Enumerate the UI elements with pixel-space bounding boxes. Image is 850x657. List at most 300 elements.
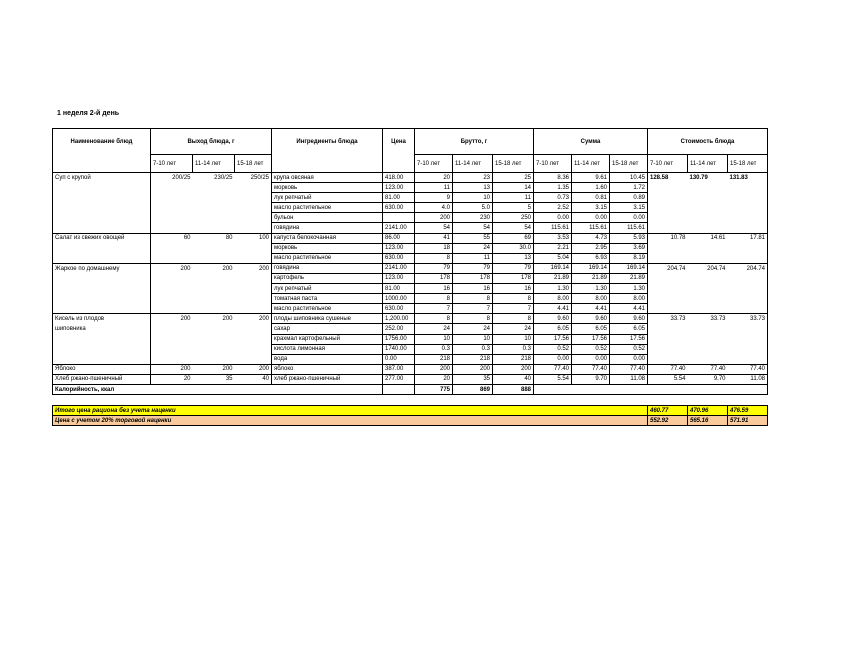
cost-7-10 (648, 354, 688, 364)
gross-7-10: 24 (415, 324, 453, 334)
sum-15-18: 0.00 (610, 354, 648, 364)
ingredient-name: масло растительное (272, 203, 383, 213)
output-15-18 (235, 203, 272, 213)
gross-11-14: 11 (453, 253, 493, 263)
output-7-10: 200/25 (151, 173, 193, 183)
table-row (53, 374, 768, 384)
sum-11-14: 3.15 (572, 203, 610, 213)
cost-15-18 (728, 344, 768, 354)
table-row (53, 253, 768, 263)
cost-11-14: 14.61 (688, 233, 728, 243)
gross-15-18: 0.3 (493, 344, 534, 354)
output-15-18 (235, 193, 272, 203)
dish-name: Суп с крупой (53, 173, 151, 183)
output-11-14: 230/25 (193, 173, 235, 183)
sum-11-14: 8.00 (572, 294, 610, 304)
cost-11-14: 130.79 (688, 173, 728, 183)
output-15-18 (235, 324, 272, 334)
sum-11-14: 0.81 (572, 193, 610, 203)
cost-11-14 (688, 273, 728, 283)
table-row (53, 314, 768, 324)
age-15-18: 15-18 лет (235, 155, 272, 173)
ingredient-name: лук репчатый (272, 284, 383, 294)
cost-15-18 (728, 324, 768, 334)
table-row (53, 344, 768, 354)
output-7-10: 200 (151, 364, 193, 374)
sum-7-10: 9.60 (534, 314, 572, 324)
age-15-18: 15-18 лет (728, 155, 768, 173)
ingredient-name: сахар (272, 324, 383, 334)
total-with-markup-value: 552.92 (648, 416, 688, 426)
sum-15-18: 8.19 (610, 253, 648, 263)
cost-11-14 (688, 193, 728, 203)
ingredient-name: масло растительное (272, 253, 383, 263)
gross-11-14: 218 (453, 354, 493, 364)
gross-11-14: 0.3 (453, 344, 493, 354)
age-7-10: 7-10 лет (415, 155, 453, 173)
gross-11-14: 16 (453, 284, 493, 294)
cost-15-18 (728, 354, 768, 364)
sum-15-18: 0.52 (610, 344, 648, 354)
dish-name (53, 253, 151, 263)
cost-11-14 (688, 223, 728, 233)
cost-11-14 (688, 213, 728, 223)
ingredient-price: 123.00 (383, 183, 415, 193)
ingredient-price: 277.00 (383, 374, 415, 384)
sum-11-14: 6.93 (572, 253, 610, 263)
ingredient-price: 630.00 (383, 253, 415, 263)
dish-name (53, 193, 151, 203)
ration-table (52, 128, 768, 426)
ingredient-price: 630.00 (383, 304, 415, 314)
output-7-10 (151, 223, 193, 233)
cost-11-14 (688, 324, 728, 334)
output-11-14 (193, 304, 235, 314)
gross-7-10: 200 (415, 364, 453, 374)
cost-7-10: 128.58 (648, 173, 688, 183)
cost-7-10 (648, 193, 688, 203)
ingredient-price: 81.00 (383, 284, 415, 294)
total-without-markup-value: 476.59 (728, 406, 768, 416)
header-output: Выход блюда, г (151, 129, 272, 155)
table-row (53, 223, 768, 233)
output-15-18 (235, 223, 272, 233)
cost-11-14: 77.40 (688, 364, 728, 374)
calories-11-14: 869 (453, 384, 493, 394)
output-15-18: 250/25 (235, 173, 272, 183)
output-15-18 (235, 243, 272, 253)
output-11-14 (193, 223, 235, 233)
gross-7-10: 7 (415, 304, 453, 314)
cost-15-18 (728, 284, 768, 294)
gross-11-14: 10 (453, 193, 493, 203)
output-11-14 (193, 354, 235, 364)
cost-7-10 (648, 253, 688, 263)
cost-15-18 (728, 183, 768, 193)
ingredient-price: 1,200.00 (383, 314, 415, 324)
sum-15-18: 77.40 (610, 364, 648, 374)
gross-7-10: 8 (415, 294, 453, 304)
age-7-10: 7-10 лет (151, 155, 193, 173)
gross-7-10: 4.0 (415, 203, 453, 213)
sum-11-14: 0.52 (572, 344, 610, 354)
cost-7-10: 33.73 (648, 314, 688, 324)
output-11-14 (193, 324, 235, 334)
dish-name (53, 203, 151, 213)
sum-7-10: 0.52 (534, 344, 572, 354)
header-sum: Сумма (534, 129, 648, 155)
sum-11-14: 2.95 (572, 243, 610, 253)
output-7-10 (151, 294, 193, 304)
ingredient-name: капуста белокочанная (272, 233, 383, 243)
gross-15-18: 8 (493, 314, 534, 324)
table-row (53, 324, 768, 334)
cost-15-18: 17.81 (728, 233, 768, 243)
cost-7-10 (648, 344, 688, 354)
table-row (53, 263, 768, 273)
gross-11-14: 200 (453, 364, 493, 374)
sum-15-18: 0.00 (610, 213, 648, 223)
dish-name (53, 273, 151, 283)
output-11-14 (193, 284, 235, 294)
gross-7-10: 218 (415, 354, 453, 364)
sum-7-10: 2.21 (534, 243, 572, 253)
sum-15-18: 21.89 (610, 273, 648, 283)
output-11-14 (193, 334, 235, 344)
gross-15-18: 200 (493, 364, 534, 374)
output-15-18 (235, 354, 272, 364)
sum-7-10: 8.00 (534, 294, 572, 304)
gross-15-18: 178 (493, 273, 534, 283)
dish-name (53, 354, 151, 364)
output-11-14: 200 (193, 364, 235, 374)
sum-7-10: 4.41 (534, 304, 572, 314)
ingredient-price: 1000.00 (383, 294, 415, 304)
sum-15-18: 3.69 (610, 243, 648, 253)
sum-7-10: 8.36 (534, 173, 572, 183)
ingredient-name: вода (272, 354, 383, 364)
cost-11-14 (688, 253, 728, 263)
dish-name (53, 243, 151, 253)
gross-11-14: 8 (453, 294, 493, 304)
output-11-14 (193, 243, 235, 253)
output-11-14 (193, 273, 235, 283)
output-15-18 (235, 273, 272, 283)
cost-11-14: 9.70 (688, 374, 728, 384)
gross-11-14: 35 (453, 374, 493, 384)
cost-7-10: 77.40 (648, 364, 688, 374)
gross-7-10: 10 (415, 334, 453, 344)
cost-11-14: 33.73 (688, 314, 728, 324)
age-7-10: 7-10 лет (534, 155, 572, 173)
gross-11-14: 5.0 (453, 203, 493, 213)
blank-cell (383, 384, 415, 394)
sum-7-10: 6.05 (534, 324, 572, 334)
sum-7-10: 5.04 (534, 253, 572, 263)
output-11-14: 35 (193, 374, 235, 384)
table-row (53, 284, 768, 294)
cost-7-10 (648, 294, 688, 304)
cost-15-18: 77.40 (728, 364, 768, 374)
ingredient-name: морковь (272, 243, 383, 253)
ingredient-price: 1740.00 (383, 344, 415, 354)
header-row (53, 129, 768, 155)
sum-15-18: 115.61 (610, 223, 648, 233)
cost-7-10 (648, 304, 688, 314)
age-11-14: 11-14 лет (453, 155, 493, 173)
ingredient-price: 123.00 (383, 243, 415, 253)
gross-7-10: 8 (415, 314, 453, 324)
gross-11-14: 24 (453, 324, 493, 334)
cost-7-10 (648, 183, 688, 193)
gross-7-10: 8 (415, 253, 453, 263)
output-7-10 (151, 243, 193, 253)
output-7-10: 200 (151, 263, 193, 273)
gross-11-14: 13 (453, 183, 493, 193)
output-7-10 (151, 193, 193, 203)
total-with-markup-row (53, 416, 768, 426)
output-15-18 (235, 334, 272, 344)
gross-7-10: 20 (415, 374, 453, 384)
sum-7-10: 0.00 (534, 213, 572, 223)
dish-name (53, 284, 151, 294)
sum-11-14: 0.00 (572, 213, 610, 223)
dish-name: Салат из свежих овощей (53, 233, 151, 243)
cost-15-18 (728, 273, 768, 283)
sum-15-18: 4.41 (610, 304, 648, 314)
dish-name (53, 334, 151, 344)
header-ingredients: Ингредиенты блюда (272, 129, 383, 155)
output-15-18: 40 (235, 374, 272, 384)
sum-11-14: 4.41 (572, 304, 610, 314)
gross-15-18: 218 (493, 354, 534, 364)
cost-7-10: 204.74 (648, 263, 688, 273)
output-15-18 (235, 284, 272, 294)
ingredient-price: 418.00 (383, 173, 415, 183)
gross-11-14: 178 (453, 273, 493, 283)
sum-7-10: 77.40 (534, 364, 572, 374)
cost-7-10: 5.54 (648, 374, 688, 384)
sum-11-14: 17.56 (572, 334, 610, 344)
cost-7-10 (648, 213, 688, 223)
gross-7-10: 54 (415, 223, 453, 233)
sum-7-10: 5.54 (534, 374, 572, 384)
output-15-18: 200 (235, 263, 272, 273)
cost-7-10 (648, 223, 688, 233)
gross-7-10: 200 (415, 213, 453, 223)
output-15-18 (235, 183, 272, 193)
sum-11-14: 9.61 (572, 173, 610, 183)
gross-11-14: 79 (453, 263, 493, 273)
header-dish: Наименование блюд (53, 129, 151, 155)
gross-7-10: 20 (415, 173, 453, 183)
gross-15-18: 25 (493, 173, 534, 183)
table-row (53, 213, 768, 223)
output-15-18 (235, 344, 272, 354)
output-7-10 (151, 304, 193, 314)
output-15-18 (235, 213, 272, 223)
cost-7-10 (648, 203, 688, 213)
ingredient-price: 387.00 (383, 364, 415, 374)
cost-15-18 (728, 304, 768, 314)
sum-15-18: 6.05 (610, 324, 648, 334)
spacer (53, 395, 768, 406)
sum-7-10: 115.61 (534, 223, 572, 233)
output-7-10: 200 (151, 314, 193, 324)
dish-name (53, 304, 151, 314)
cost-7-10 (648, 273, 688, 283)
output-15-18: 200 (235, 314, 272, 324)
ingredient-price: 123.00 (383, 273, 415, 283)
gross-11-14: 7 (453, 304, 493, 314)
sum-11-14: 77.40 (572, 364, 610, 374)
age-header-row (53, 155, 768, 173)
sum-11-14: 1.30 (572, 284, 610, 294)
total-without-markup-label: Итого цена рациона без учета наценки (53, 406, 648, 416)
table-row (53, 354, 768, 364)
sum-15-18: 11.08 (610, 374, 648, 384)
gross-7-10: 11 (415, 183, 453, 193)
sum-11-14: 9.70 (572, 374, 610, 384)
gross-15-18: 14 (493, 183, 534, 193)
ingredient-price: 86.00 (383, 233, 415, 243)
output-11-14 (193, 294, 235, 304)
cost-15-18 (728, 193, 768, 203)
ingredient-price: 0.00 (383, 354, 415, 364)
dish-name: Жаркое по домашнему (53, 263, 151, 273)
output-7-10 (151, 253, 193, 263)
gross-15-18: 24 (493, 324, 534, 334)
cost-15-18: 33.73 (728, 314, 768, 324)
gross-15-18: 69 (493, 233, 534, 243)
cost-15-18 (728, 213, 768, 223)
dish-name: шиповника (53, 324, 151, 334)
ingredient-name: масло растительное (272, 304, 383, 314)
sum-15-18: 8.00 (610, 294, 648, 304)
dish-name: Яблоко (53, 364, 151, 374)
sum-15-18: 1.72 (610, 183, 648, 193)
gross-11-14: 24 (453, 243, 493, 253)
cost-11-14 (688, 344, 728, 354)
ingredient-name: плоды шиповника сушеные (272, 314, 383, 324)
sum-7-10: 17.56 (534, 334, 572, 344)
ingredient-name: лук репчатый (272, 193, 383, 203)
ingredient-name: крупа овсяная (272, 173, 383, 183)
cost-7-10 (648, 284, 688, 294)
cost-7-10 (648, 243, 688, 253)
gross-15-18: 5 (493, 203, 534, 213)
sum-7-10: 1.30 (534, 284, 572, 294)
table-row (53, 233, 768, 243)
table-row (53, 273, 768, 283)
gross-15-18: 16 (493, 284, 534, 294)
sum-7-10: 21.89 (534, 273, 572, 283)
gross-7-10: 79 (415, 263, 453, 273)
ingredient-name: хлеб ржано-пшеничный (272, 374, 383, 384)
dish-name: Кисель из плодов (53, 314, 151, 324)
sum-7-10: 0.00 (534, 354, 572, 364)
dish-name (53, 294, 151, 304)
gross-11-14: 8 (453, 314, 493, 324)
cost-15-18 (728, 223, 768, 233)
output-11-14: 80 (193, 233, 235, 243)
sum-15-18: 1.30 (610, 284, 648, 294)
table-row (53, 183, 768, 193)
dish-name (53, 344, 151, 354)
gross-7-10: 18 (415, 243, 453, 253)
blank-cell (534, 384, 768, 394)
sum-7-10: 2.52 (534, 203, 572, 213)
sum-15-18: 3.15 (610, 203, 648, 213)
header-cost: Стоимость блюда (648, 129, 768, 155)
gross-7-10: 178 (415, 273, 453, 283)
dish-name (53, 223, 151, 233)
sum-11-14: 169.14 (572, 263, 610, 273)
header-gross: Брутто, г (415, 129, 534, 155)
cost-15-18 (728, 243, 768, 253)
calories-row (53, 384, 768, 394)
gross-7-10: 0.3 (415, 344, 453, 354)
table-row (53, 364, 768, 374)
sum-15-18: 0.89 (610, 193, 648, 203)
total-without-markup-value: 470.96 (688, 406, 728, 416)
output-7-10 (151, 324, 193, 334)
page-title: 1 неделя 2-й день (57, 110, 120, 117)
cost-15-18: 131.83 (728, 173, 768, 183)
sum-11-14: 4.73 (572, 233, 610, 243)
gross-15-18: 54 (493, 223, 534, 233)
sum-7-10: 1.35 (534, 183, 572, 193)
table-row (53, 173, 768, 183)
output-15-18 (235, 253, 272, 263)
dish-name (53, 183, 151, 193)
output-15-18: 100 (235, 233, 272, 243)
sum-11-14: 115.61 (572, 223, 610, 233)
output-7-10 (151, 284, 193, 294)
ingredient-price: 81.00 (383, 193, 415, 203)
ingredient-price: 2141.00 (383, 223, 415, 233)
sum-11-14: 6.05 (572, 324, 610, 334)
output-7-10 (151, 354, 193, 364)
output-15-18 (235, 294, 272, 304)
ingredient-price: 2141.00 (383, 263, 415, 273)
gross-7-10: 16 (415, 284, 453, 294)
output-15-18 (235, 304, 272, 314)
cost-11-14 (688, 243, 728, 253)
sum-15-18: 5.93 (610, 233, 648, 243)
table-row (53, 304, 768, 314)
ingredient-name: морковь (272, 183, 383, 193)
table-row (53, 193, 768, 203)
cost-15-18 (728, 203, 768, 213)
dish-name (53, 213, 151, 223)
ingredient-name: картофель (272, 273, 383, 283)
gross-11-14: 10 (453, 334, 493, 344)
cost-11-14 (688, 304, 728, 314)
gross-15-18: 250 (493, 213, 534, 223)
gross-11-14: 23 (453, 173, 493, 183)
output-11-14 (193, 344, 235, 354)
sum-15-18: 9.60 (610, 314, 648, 324)
sum-11-14: 1.60 (572, 183, 610, 193)
output-7-10 (151, 203, 193, 213)
ingredient-price (383, 213, 415, 223)
cost-15-18 (728, 253, 768, 263)
cost-11-14 (688, 334, 728, 344)
cost-15-18: 11.08 (728, 374, 768, 384)
total-with-markup-label: Цена с учетом 20% торговой наценки (53, 416, 648, 426)
age-15-18: 15-18 лет (610, 155, 648, 173)
